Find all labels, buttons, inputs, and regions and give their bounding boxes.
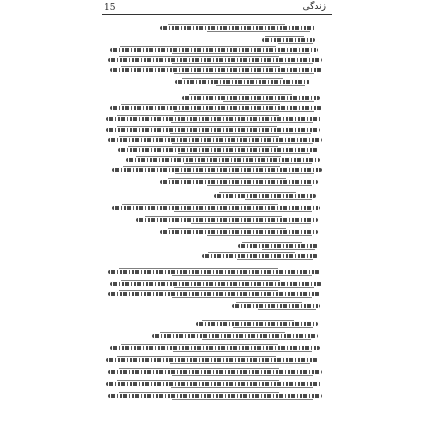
handwritten-line xyxy=(106,382,322,386)
handwritten-line xyxy=(112,206,320,210)
handwritten-line xyxy=(110,106,322,110)
handwritten-line xyxy=(106,358,318,362)
handwritten-line xyxy=(108,270,320,274)
handwritten-line xyxy=(214,194,316,198)
handwritten-line xyxy=(118,148,318,152)
handwritten-line xyxy=(232,304,320,308)
handwritten-line xyxy=(126,158,320,162)
handwritten-line xyxy=(110,48,318,52)
page-number: 15 xyxy=(104,3,116,13)
handwritten-line xyxy=(110,282,322,286)
handwritten-line xyxy=(108,292,320,296)
handwritten-line xyxy=(262,38,315,42)
handwritten-line xyxy=(110,68,322,72)
handwritten-line xyxy=(110,346,320,350)
handwritten-line xyxy=(106,117,322,121)
handwritten-line xyxy=(160,180,318,184)
handwritten-line xyxy=(108,370,322,374)
handwritten-line xyxy=(160,26,316,30)
header-rule xyxy=(102,14,332,15)
handwritten-line xyxy=(106,128,320,132)
handwritten-line xyxy=(108,58,322,62)
handwritten-line xyxy=(152,334,318,338)
handwritten-line xyxy=(112,168,322,172)
running-header: زندگی xyxy=(302,2,326,12)
handwritten-line xyxy=(136,218,318,222)
handwritten-line xyxy=(108,394,322,398)
handwritten-line xyxy=(196,322,318,326)
handwritten-line xyxy=(238,244,318,248)
handwritten-line xyxy=(160,230,318,234)
handwritten-line xyxy=(202,254,318,258)
handwritten-line xyxy=(182,96,320,100)
handwritten-line xyxy=(175,80,310,84)
handwritten-line xyxy=(108,138,322,142)
